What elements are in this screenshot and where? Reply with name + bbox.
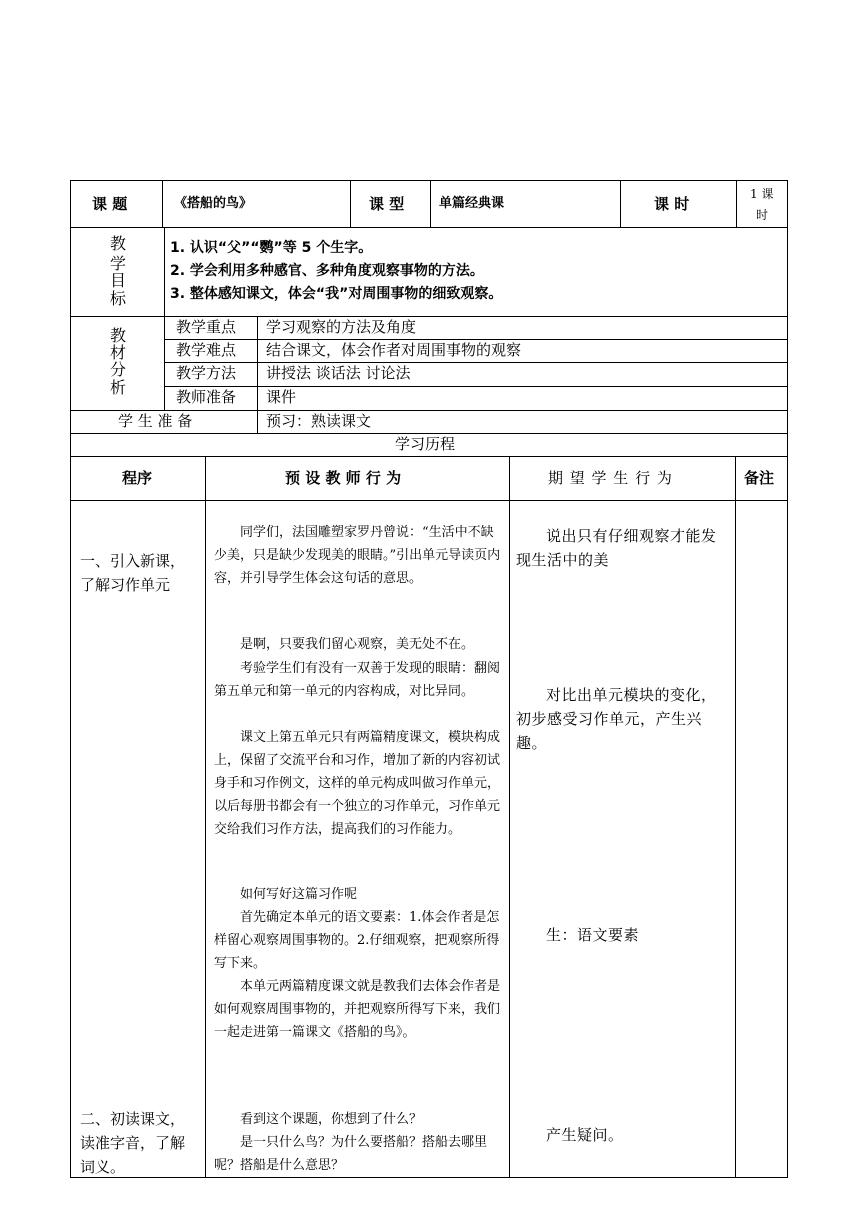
student-paragraph: 说出只有仔细观察才能发现生活中的美 <box>516 527 717 569</box>
student-paragraph: 产生疑问。 <box>546 1126 624 1144</box>
column-header: 程序 <box>122 469 153 487</box>
analysis-label-char: 析 <box>109 378 126 397</box>
type-label: 课 型 <box>369 195 405 213</box>
teacher-paragraph: 是啊，只要我们留心观察，美无处不在。 <box>240 637 475 652</box>
step-line: 词义。 <box>80 1158 126 1176</box>
teacher-paragraph: 看到这个课题，你想到了什么？ <box>240 1112 423 1127</box>
teacher-paragraph: 课文上第五单元只有两篇精度课文，模块构成上，保留了交流平台和习作，增加了新的内容初试身手和习作例文，这样的单元构成叫做习作单元，以后每册书都会有一个独立的习作单元，习作单元交给我们习作方法，提高我们的习作能力。 <box>214 730 501 837</box>
analysis-row-value: 课件 <box>266 388 297 406</box>
analysis-row-label: 教师准备 <box>176 388 237 406</box>
hours-value-line2: 时 <box>756 208 769 222</box>
hours-label: 课 时 <box>654 195 690 213</box>
goal-item: 3. 整体感知课文，体会“我”对周围事物的细致观察。 <box>170 286 503 302</box>
subject-label: 课 题 <box>92 195 128 213</box>
student-paragraph: 对比出单元模块的变化，初步感受习作单元，产生兴趣。 <box>516 686 717 752</box>
type-value: 单篇经典课 <box>439 196 505 211</box>
goal-item: 1. 认识“父”“鹦”等 5 个生字。 <box>170 240 373 256</box>
student-prep-label: 学 生 准 备 <box>118 412 193 430</box>
goals-label-char: 标 <box>109 289 126 308</box>
goals-label-char: 教 <box>109 234 126 253</box>
column-header: 备注 <box>744 469 775 487</box>
student-prep-value: 预习：熟读课文 <box>266 412 372 430</box>
analysis-label-char: 教 <box>109 326 126 345</box>
goals-label-char: 学 <box>109 254 126 273</box>
column-header: 期 望 学 生 行 为 <box>548 469 673 487</box>
analysis-row-label: 教学难点 <box>176 341 237 359</box>
teacher-paragraph: 如何写好这篇习作呢 <box>240 887 358 902</box>
analysis-label-char: 分 <box>109 360 126 379</box>
process-title: 学习历程 <box>395 435 456 453</box>
teacher-paragraph: 本单元两篇精度课文就是教我们去体会作者是如何观察周围事物的，并把观察所得写下来，我们一起走进第一篇课文《搭船的鸟》。 <box>214 979 501 1040</box>
subject-value: 《搭船的鸟》 <box>174 196 253 211</box>
teacher-paragraph: 同学们，法国雕塑家罗丹曾说：“生活中不缺少美，只是缺少发现美的眼睛。”引出单元导读页内容，并引导学生体会这句话的意思。 <box>214 525 501 586</box>
analysis-row-value: 学习观察的方法及角度 <box>266 318 417 336</box>
analysis-row-label: 教学方法 <box>176 364 237 382</box>
teacher-paragraph: 首先确定本单元的语文要素：1.体会作者是怎样留心观察周围事物的。2.仔细观察，把观察所得写下来。 <box>214 910 500 971</box>
goal-item: 2. 学会利用多种感官、多种角度观察事物的方法。 <box>170 263 484 279</box>
hours-value-line1: 1 课 <box>750 187 774 201</box>
analysis-row-value: 讲授法 谈话法 讨论法 <box>266 364 411 382</box>
analysis-row-value: 结合课文，体会作者对周围事物的观察 <box>266 341 522 359</box>
teacher-paragraph: 考验学生们有没有一双善于发现的眼睛：翻阅第五单元和第一单元的内容构成，对比异同。 <box>214 661 501 699</box>
analysis-label-char: 材 <box>109 343 126 362</box>
analysis-row-label: 教学重点 <box>176 318 237 336</box>
step-line: 二、初读课文， <box>80 1110 186 1128</box>
step-line: 一、引入新课， <box>80 552 186 570</box>
goals-label-char: 目 <box>109 271 126 290</box>
step-line: 了解习作单元 <box>80 576 171 594</box>
step-line: 读准字音，了解 <box>80 1134 186 1152</box>
teacher-paragraph: 是一只什么鸟？为什么要搭船？搭船去哪里呢？搭船是什么意思？ <box>214 1135 488 1173</box>
student-paragraph: 生：语文要素 <box>546 926 640 944</box>
column-header: 预 设 教 师 行 为 <box>285 469 402 487</box>
